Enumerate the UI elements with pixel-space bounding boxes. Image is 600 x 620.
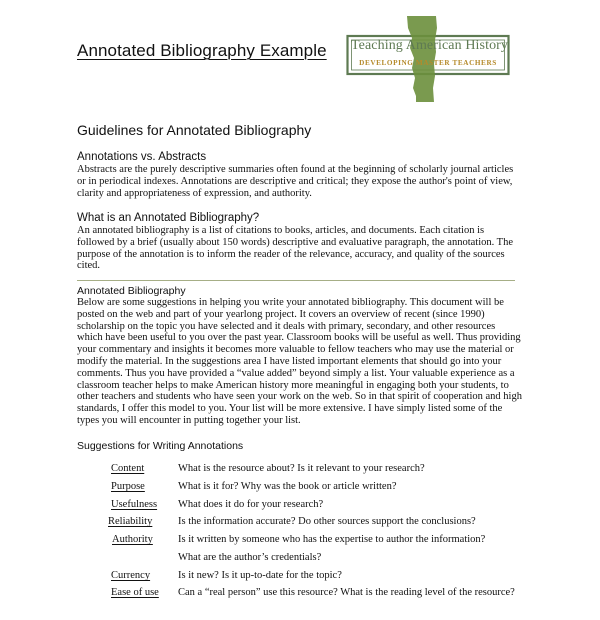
paragraph-line: types you will encounter in putting together your list. [77, 414, 301, 426]
suggestion-term-reliability: Reliability [108, 516, 153, 527]
section-paragraph-annotated-bibliography [77, 297, 522, 427]
paragraph-line: other teachers and students who have seen your work on the web. So in that spirit of cooperation and high [77, 391, 522, 403]
suggestion-description: Is the information accurate? Do other sources support the conclusions? [178, 516, 476, 527]
paragraph-line: An annotated bibliography is a list of citations to books, articles, and documents. Each citation is [77, 225, 485, 236]
paragraph-line: cited. [77, 260, 101, 272]
paragraph-line: classroom teacher helps to make American history more meaningful in engaging both your students, to [77, 379, 509, 391]
suggestion-description: Is it written by someone who has the expertise to author the information? [178, 534, 486, 545]
suggestions-heading: Suggestions for Writing Annotations [77, 440, 244, 452]
logo-subtitle: DEVELOPING MASTER TEACHERS [359, 59, 497, 67]
paragraph-line: Below are some suggestions in helping you write your annotated bibliography. This document will be [77, 297, 504, 308]
paragraph-line: followed by a brief (usually about 150 words) descriptive and evaluative paragraph, the annotation. The [77, 236, 514, 248]
section-heading-annotated-bibliography: Annotated Bibliography [77, 285, 186, 297]
guidelines-heading: Guidelines for Annotated Bibliography [77, 122, 312, 138]
suggestion-description: What are the author’s credentials? [178, 552, 322, 563]
logo-title: Teaching American History [351, 38, 509, 53]
paragraph-line: clarity and appropriateness of expression, and authority. [77, 187, 312, 199]
suggestion-description: What is the resource about? Is it relevant to your research? [178, 463, 425, 474]
section-heading-annotations-vs-abstracts: Annotations vs. Abstracts [77, 151, 207, 163]
paragraph-line: standards, I offer this model to you. Your list will be more extensive. I have simply listed some of the [77, 403, 503, 415]
paragraph-line: your commentary and insights it becomes more valuable to fellow teachers who may use the material or [77, 344, 514, 356]
suggestion-term-authority: Authority [112, 534, 153, 545]
paragraph-line: purpose of the annotation is to inform the reader of the relevance, accuracy, and quality of the sources [77, 248, 505, 260]
suggestion-term-purpose: Purpose [111, 481, 145, 492]
paragraph-line: scholarship on the topic you have selected and it deals with primary, secondary, and other resources [77, 320, 496, 332]
paragraph-line: which have been useful to you over the past year. Classroom books will be useful as well. Thus providing [77, 332, 521, 344]
paragraph-line: comments. Thus you have provided a “value added” beyond simply a list. Your valuable experience as a [77, 367, 515, 379]
suggestion-description: Is it new? Is it up-to-date for the topic? [178, 570, 342, 581]
section-paragraph-annotations-vs-abstracts [77, 164, 514, 199]
paragraph-line: Abstracts are the purely descriptive summaries often found at the beginning of scholarly journal articles [77, 164, 514, 175]
paragraph-line: posted on the web and part of your yearlong project. It covers an overview of recent (since 1990) [77, 308, 485, 320]
section-heading-what-is-annotated-bibliography: What is an Annotated Bibliography? [77, 212, 260, 224]
suggestion-description: What does it do for your research? [178, 499, 324, 510]
suggestion-term-content: Content [111, 463, 145, 474]
teaching-american-history-logo [346, 16, 510, 102]
suggestion-term-currency: Currency [111, 570, 151, 581]
section-divider [77, 280, 515, 281]
suggestion-description: Can a “real person” use this resource? What is the reading level of the resource? [178, 587, 515, 598]
paragraph-line: or in periodical indexes. Annotations are descriptive and critical; they expose the author's point of view, [77, 175, 513, 187]
section-paragraph-what-is-annotated-bibliography [77, 225, 514, 272]
paragraph-line: modify the material. In the suggestions area I have listed important elements that should go into your [77, 355, 502, 367]
suggestion-term-ease-of-use: Ease of use [111, 587, 159, 598]
suggestion-description: What is it for? Why was the book or article written? [178, 481, 397, 492]
document-title: Annotated Bibliography Example [77, 41, 327, 60]
suggestion-term-usefulness: Usefulness [111, 499, 158, 510]
